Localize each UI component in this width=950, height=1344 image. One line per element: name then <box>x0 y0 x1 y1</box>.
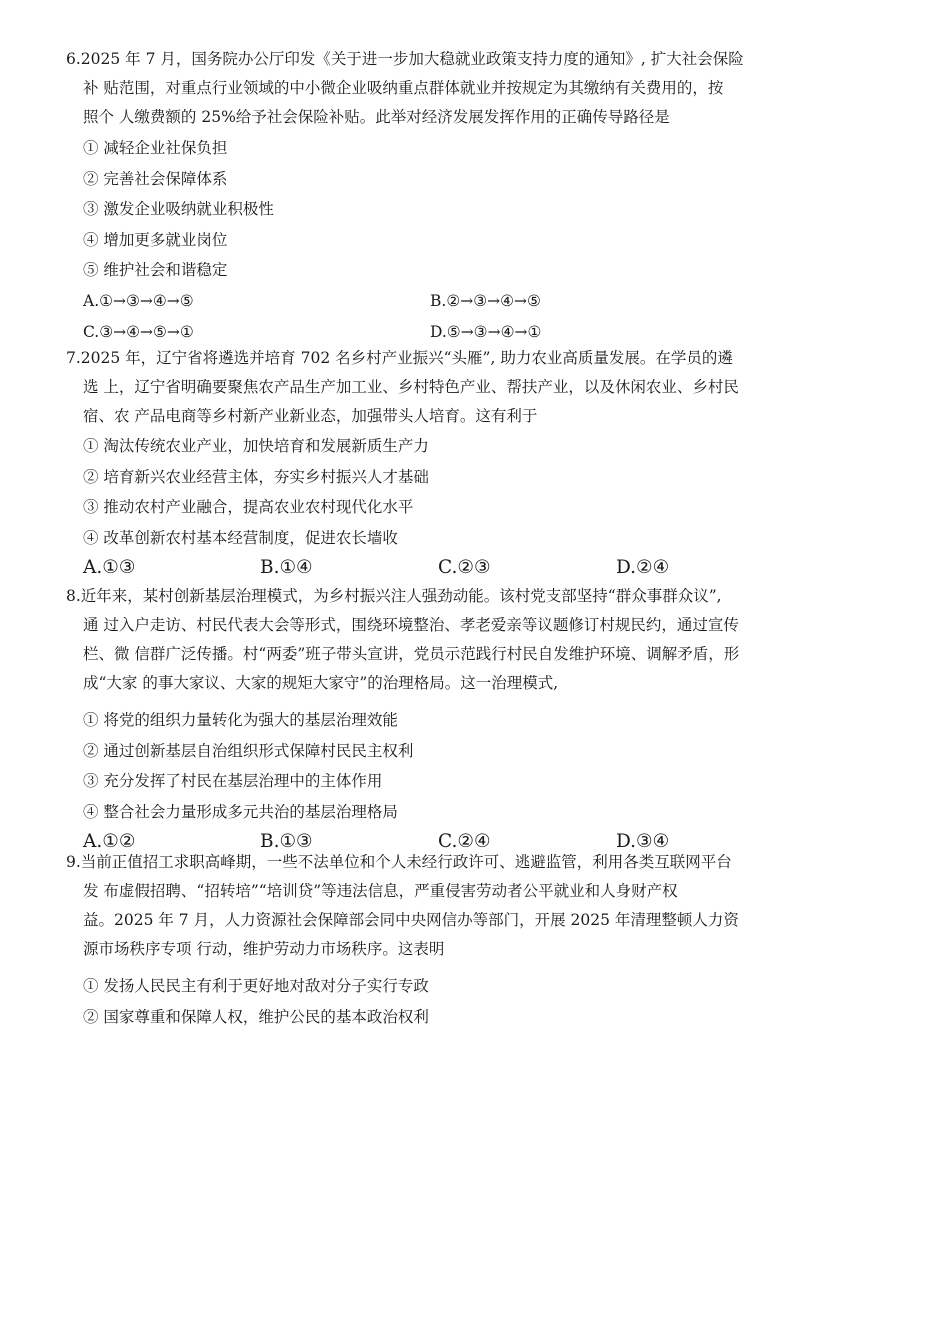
answer-option-a: A.①③ <box>83 557 136 578</box>
answer-option-d: D.⑤→③→④→① <box>430 322 542 341</box>
stem-line: 发 布虚假招聘、“招转培”“培训贷”等违法信息，严重侵害劳动者公平就业和人身财产权 <box>83 882 678 900</box>
stem-line: 7.2025 年，辽宁省将遴选并培育 702 名乡村产业振兴“头雁”, 助力农业高质量发展。在学员的遴 <box>66 349 733 367</box>
statement-item: ① 淘汰传统农业产业，加快培育和发展新质生产力 <box>83 437 429 455</box>
statement-item: ④ 整合社会力量形成多元共治的基层治理格局 <box>83 802 398 821</box>
stem-line: 9.当前正值招工求职高峰期，一些不法单位和个人未经行政许可、逃避监管，利用各类互联网平台 <box>66 853 732 871</box>
answer-row <box>66 317 816 348</box>
answer-option-d: D.③④ <box>616 831 670 852</box>
answer-option-d: D.②④ <box>616 557 670 578</box>
answer-option-b: B.①④ <box>260 557 313 578</box>
question-stem <box>66 582 816 698</box>
statement-item: ① 将党的组织力量转化为强大的基层治理效能 <box>83 711 398 729</box>
stem-line: 8.近年来，某村创新基层治理模式，为乡村振兴注人强劲动能。该村党支部坚持“群众事群众议”, <box>66 587 722 605</box>
answer-row <box>66 286 816 317</box>
question-9 <box>66 848 816 1032</box>
stem-line: 补 贴范围，对重点行业领域的中小微企业吸纳重点群体就业并按规定为其缴纳有关费用的，按 <box>83 79 724 97</box>
question-stem <box>66 45 816 132</box>
statement-item: ③ 充分发挥了村民在基层治理中的主体作用 <box>83 772 383 790</box>
statement-item: ④ 增加更多就业岗位 <box>83 230 228 249</box>
answer-option-c: C.③→④→⑤→① <box>83 322 194 341</box>
question-stem <box>66 344 816 431</box>
stem-line: 宿、农 产品电商等乡村新产业新业态，加强带头人培育。这有利于 <box>83 407 538 425</box>
statement-item: ③ 推动农村产业融合，提高农业农村现代化水平 <box>83 498 414 516</box>
statement-item: ② 培育新兴农业经营主体，夯实乡村振兴人才基础 <box>83 467 429 486</box>
stem-line: 成“大家 的事大家议、大家的规矩大家守”的治理格局。这一治理模式, <box>83 674 559 692</box>
statement-item: ④ 改革创新农村基本经营制度，促进农长墙收 <box>83 528 398 547</box>
stem-line: 6.2025 年 7 月，国务院办公厅印发《关于进一步加大稳就业政策支持力度的通知》, 扩大社会保险 <box>66 50 744 68</box>
answer-option-a: A.①→③→④→⑤ <box>83 291 194 310</box>
answer-option-c: C.②③ <box>438 557 491 578</box>
question-7 <box>66 344 816 583</box>
stem-line: 源市场秩序专项 行动，维护劳动力市场秩序。这表明 <box>83 940 445 958</box>
question-6 <box>66 45 816 348</box>
stem-line: 选 上，辽宁省明确要聚焦农产品生产加工业、乡村特色产业、帮扶产业，以及休闲农业、乡村民 <box>83 378 739 396</box>
stem-line: 通 过入户走访、村民代表大会等形式，围绕环境整治、孝老爱亲等议题修订村规民约，通过宣传 <box>83 616 739 634</box>
question-8 <box>66 582 816 857</box>
statement-item: ③ 激发企业吸纳就业积极性 <box>83 200 274 218</box>
stem-line: 益。2025 年 7 月，人力资源社会保障部会同中央网信办等部门，开展 2025 年清理整顿人力资 <box>83 911 739 929</box>
question-stem <box>66 848 816 964</box>
answer-option-c: C.②④ <box>438 831 491 852</box>
statement-item: ⑤ 维护社会和谐稳定 <box>83 261 228 279</box>
answer-option-a: A.①② <box>83 831 136 852</box>
statement-item: ② 国家尊重和保障人权，维护公民的基本政治权利 <box>83 1007 429 1026</box>
answer-option-b: B.①③ <box>260 831 313 852</box>
stem-line: 栏、微 信群广泛传播。村“两委”班子带头宣讲，党员示范践行村民自发维护环境、调解矛盾，形 <box>83 645 740 663</box>
answer-row <box>66 553 816 583</box>
statement-item: ① 发扬人民民主有利于更好地对敌对分子实行专政 <box>83 977 429 995</box>
statement-item: ① 减轻企业社保负担 <box>83 139 228 157</box>
stem-line: 照个 人缴费额的 25%给予社会保险补贴。此举对经济发展发挥作用的正确传导路径是 <box>83 108 670 126</box>
answer-option-b: B.②→③→④→⑤ <box>430 291 541 310</box>
statement-item: ② 完善社会保障体系 <box>83 169 228 188</box>
statement-item: ② 通过创新基层自治组织形式保障村民民主权利 <box>83 741 414 760</box>
